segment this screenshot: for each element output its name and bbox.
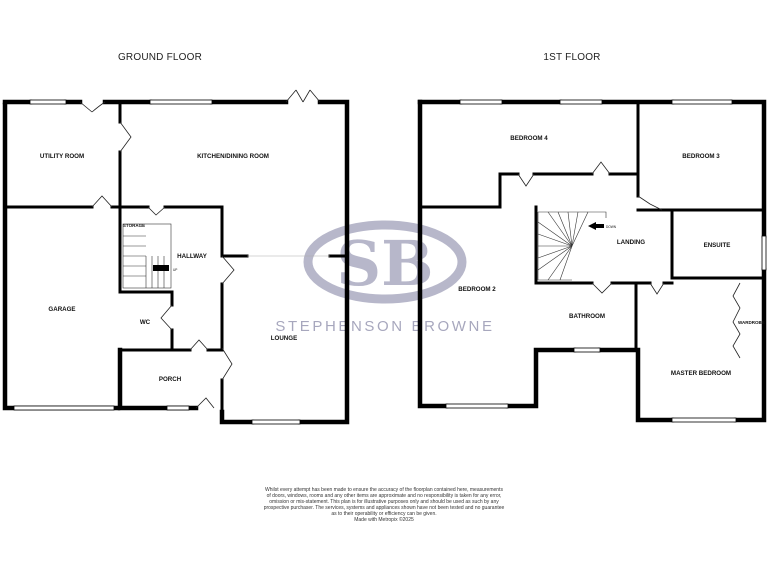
first-floor-title: 1ST FLOOR <box>543 52 601 63</box>
room-label-lounge: LOUNGE <box>270 335 298 342</box>
disclaimer-line: omission or mis-statement. This plan is for illustrative purposes only and should be used as such by any <box>269 499 499 506</box>
metropix-credit: Made with Metropix ©2025 <box>354 517 414 524</box>
room-label-garage: GARAGE <box>48 306 76 313</box>
room-label-bedroom4: BEDROOM 4 <box>510 135 548 142</box>
ground-floor-windows <box>14 100 300 424</box>
stair-arrow-icon <box>153 265 169 271</box>
disclaimer-line: as to their operability or efficiency can be given. <box>331 511 437 518</box>
watermark <box>275 225 494 335</box>
room-label-hallway: HALLWAY <box>177 253 207 260</box>
ground-floor-title: GROUND FLOOR <box>117 52 203 63</box>
room-label-bedroom2: BEDROOM 2 <box>458 286 496 293</box>
room-label-landing: LANDING <box>616 239 646 246</box>
room-label-bathroom: BATHROOM <box>569 313 605 320</box>
first-floor-doors <box>518 162 740 358</box>
room-label-bedroom3: BEDROOM 3 <box>682 153 720 160</box>
room-label-storage: STORAGE <box>122 223 146 228</box>
room-label-kitchen: KITCHEN/DINING ROOM <box>197 153 269 160</box>
stair-arrow-tail <box>596 224 604 228</box>
ground-floor-doors <box>80 90 320 408</box>
room-label-wc: WC <box>139 319 151 326</box>
disclaimer-line: prospective purchaser. The services, systems and appliances shown have not been tested and no guarantee <box>263 505 505 512</box>
room-label-master-bedroom: MASTER BEDROOM <box>670 370 732 377</box>
first-floor-room-labels <box>458 135 764 377</box>
stair-down-marker: DOWN <box>606 225 617 229</box>
ground-floor-plan <box>5 52 347 424</box>
first-floor-staircase <box>538 212 617 280</box>
watermark-text: STEPHENSON BROWNE <box>275 318 495 335</box>
first-floor-plan <box>420 52 766 422</box>
room-label-ensuite: ENSUITE <box>703 242 731 249</box>
ground-floor-internal-walls <box>5 102 347 412</box>
disclaimer-line: of doors, windows, rooms and any other items are approximate and no responsibility is taken for any error, <box>266 493 502 500</box>
svg-text:SB: SB <box>336 227 434 300</box>
room-label-wardrobe: WARDROBE <box>738 320 765 325</box>
disclaimer-line: Whilst every attempt has been made to ensure the accuracy of the floorplan contained here, measurements <box>265 487 503 493</box>
ground-floor-outer-walls <box>5 102 347 422</box>
stair-up-marker: UP <box>173 268 178 272</box>
room-label-utility: UTILITY ROOM <box>39 153 85 160</box>
disclaimer <box>232 487 536 524</box>
ground-floor-staircase <box>123 224 177 288</box>
stair-arrow-icon <box>588 222 596 230</box>
watermark-monogram <box>308 225 462 300</box>
room-label-porch: PORCH <box>158 376 182 383</box>
